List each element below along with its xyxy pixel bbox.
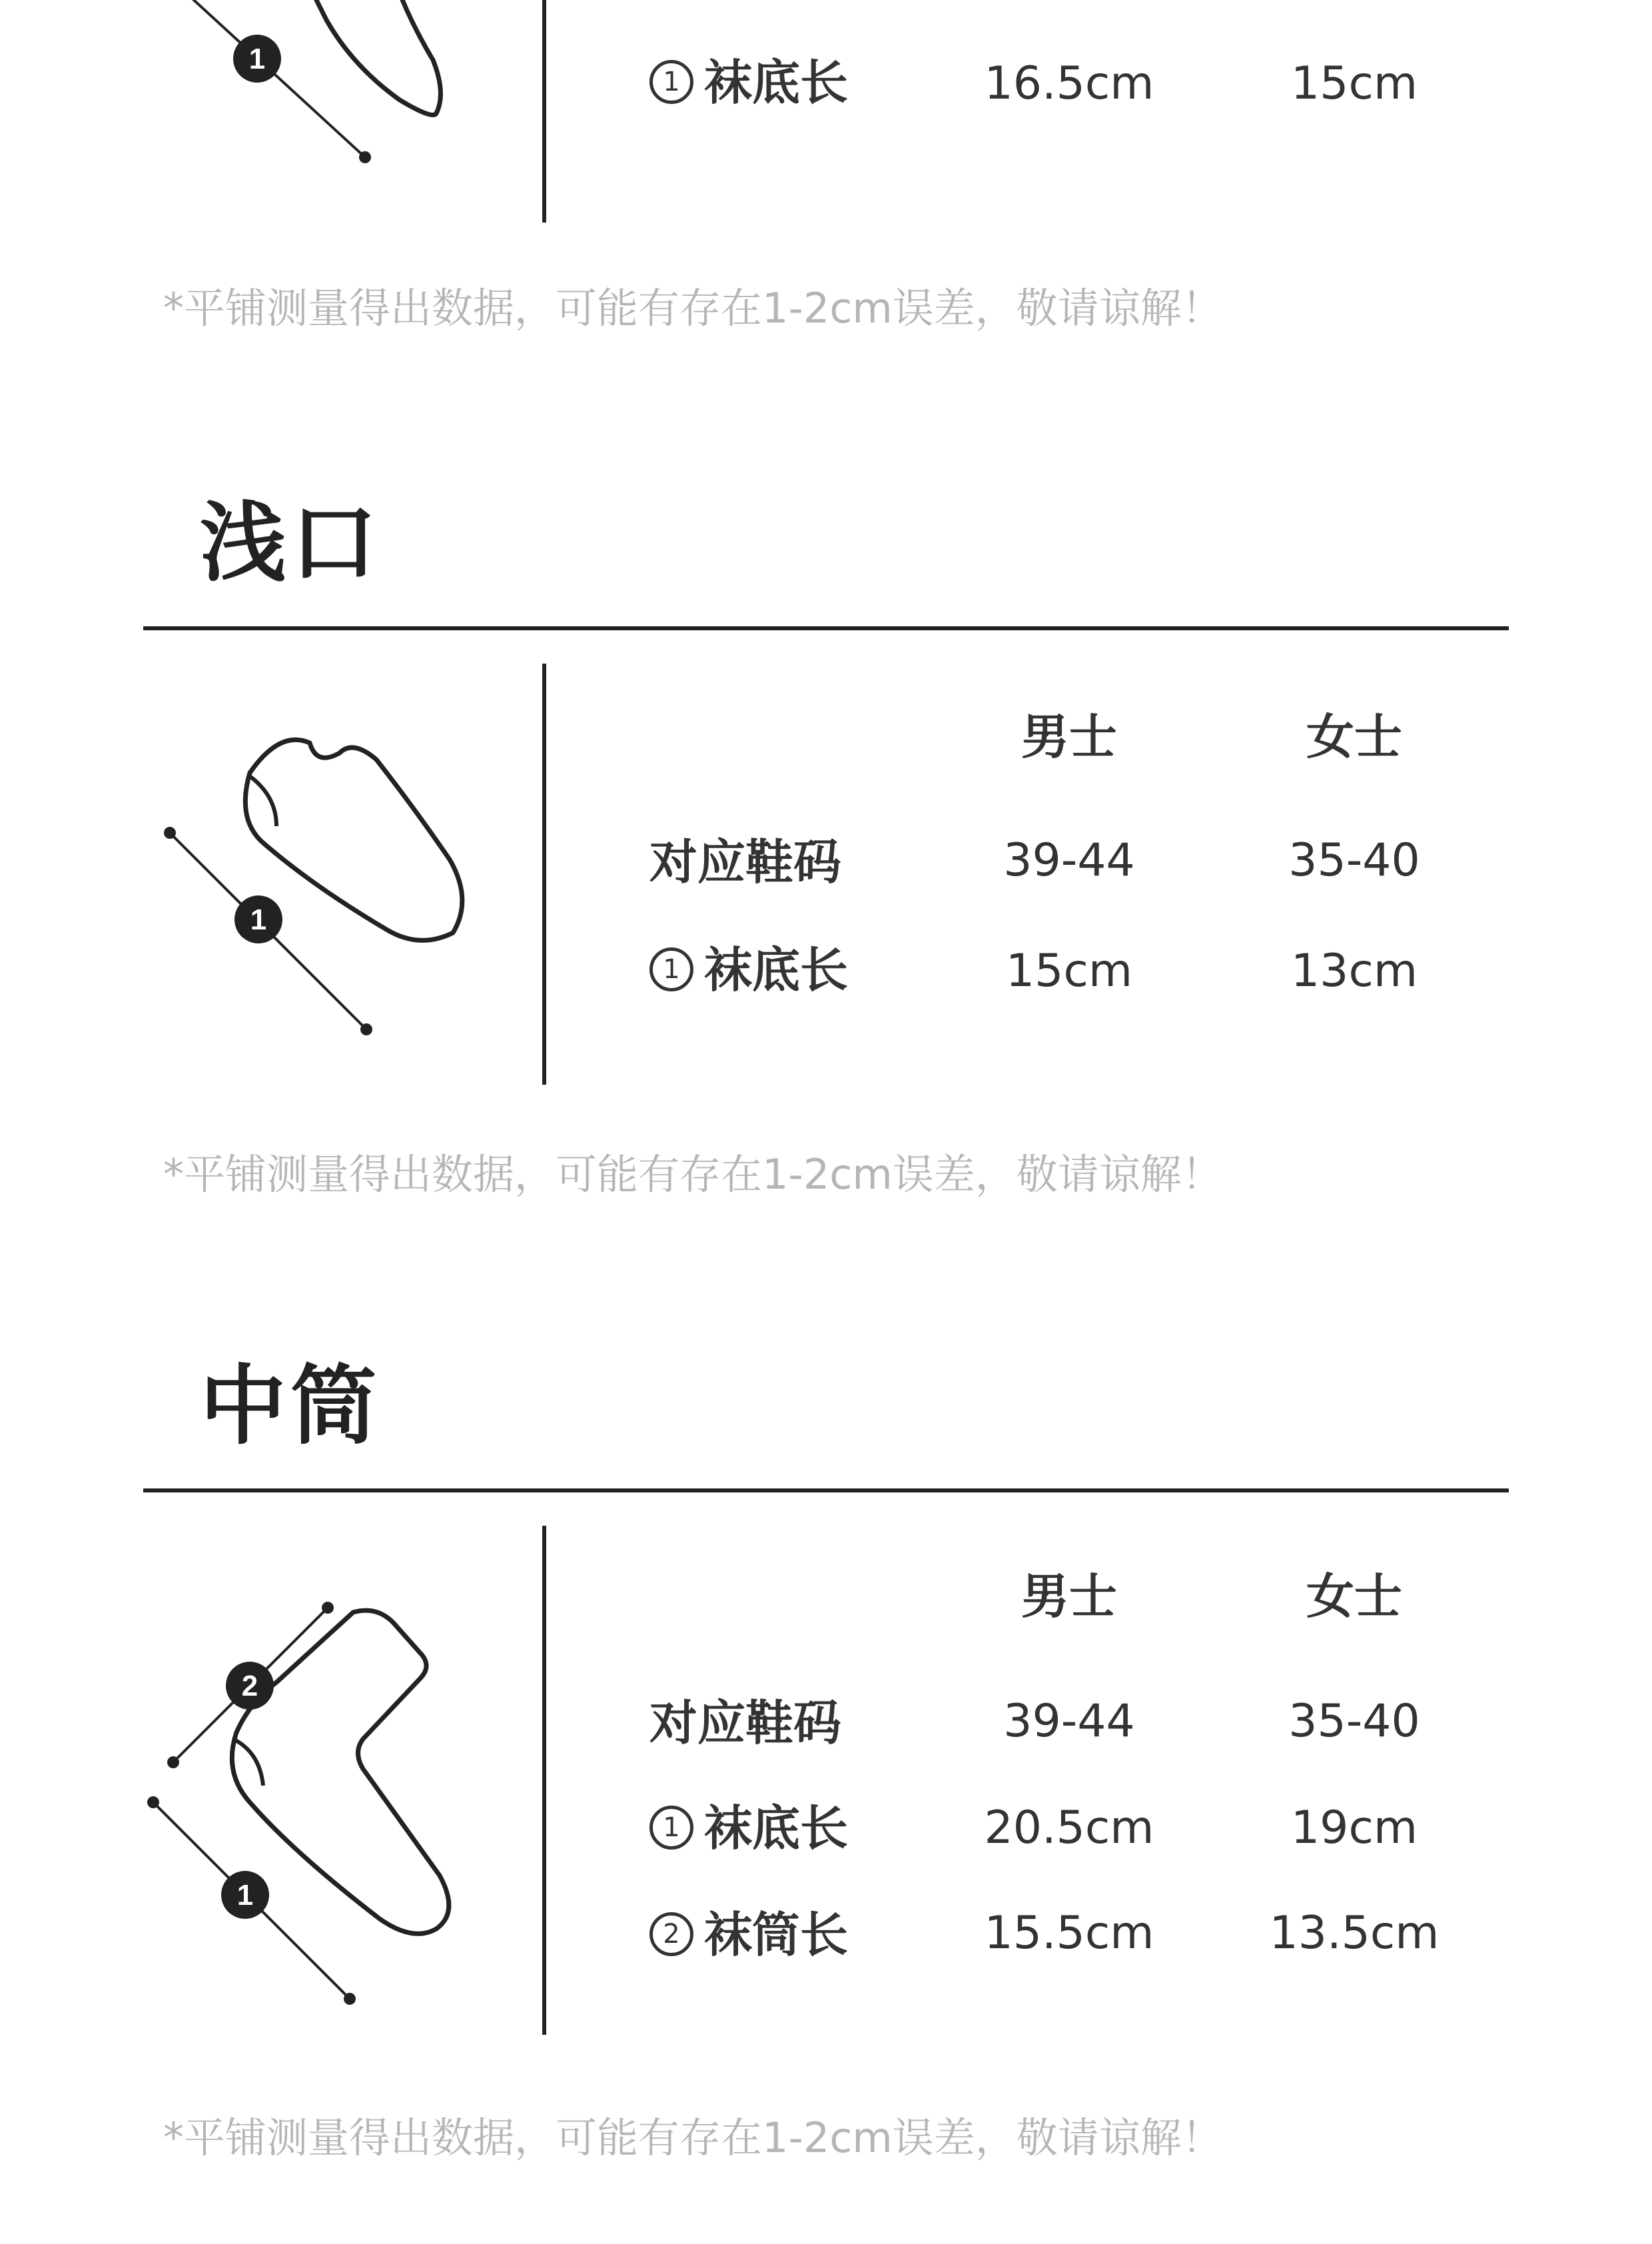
col-header-women: 女士 <box>1306 1568 1402 1624</box>
row-label-sole-length: 1 袜底长 <box>649 946 848 995</box>
marker-1: 1 <box>250 903 267 936</box>
vertical-divider <box>542 664 546 1085</box>
cell-women: 35-40 <box>1288 834 1420 887</box>
size-section-top <box>0 0 1652 373</box>
sock-illustration-mid-calf <box>133 1572 533 2025</box>
cell-men: 39-44 <box>1003 834 1135 887</box>
vertical-divider <box>542 1526 546 2035</box>
col-header-men: 男士 <box>1021 1568 1117 1624</box>
section-rule <box>143 1488 1509 1492</box>
circled-number: 2 <box>649 1912 693 1956</box>
marker-2: 2 <box>241 1670 258 1702</box>
col-header-men: 男士 <box>1021 709 1117 765</box>
cell-women: 15cm <box>1290 57 1418 110</box>
circled-number: 1 <box>649 60 693 104</box>
cell-men: 39-44 <box>1003 1695 1135 1748</box>
circled-number: 1 <box>649 947 693 991</box>
marker-1: 1 <box>236 1879 254 1912</box>
cell-men: 20.5cm <box>984 1802 1154 1854</box>
cell-women: 35-40 <box>1288 1695 1420 1748</box>
cell-men: 16.5cm <box>984 57 1154 110</box>
row-label-shoe-size: 对应鞋码 <box>649 834 842 890</box>
cell-women: 13cm <box>1290 945 1418 997</box>
vertical-divider <box>542 0 546 223</box>
row-label-sole-length: 1 袜底长 <box>649 59 848 108</box>
circled-number: 1 <box>649 1806 693 1850</box>
sock-illustration-low-cut <box>147 726 520 1073</box>
disclaimer-note: *平铺测量得出数据，可能有存在1-2cm误差，敬请谅解！ <box>163 2113 1223 2162</box>
cell-women: 13.5cm <box>1269 1907 1440 1960</box>
section-title: 中筒 <box>200 1355 382 1456</box>
size-section-mid-calf <box>0 1326 1652 2219</box>
col-header-women: 女士 <box>1306 709 1402 765</box>
disclaimer-note: *平铺测量得出数据，可能有存在1-2cm误差，敬请谅解！ <box>163 284 1223 332</box>
cell-men: 15.5cm <box>984 1907 1154 1960</box>
size-section-shallow <box>0 466 1652 1213</box>
section-title: 浅口 <box>200 492 382 594</box>
sock-illustration-top <box>133 0 506 187</box>
marker-1: 1 <box>248 43 266 75</box>
cell-men: 15cm <box>1005 945 1133 997</box>
row-label-shoe-size: 对应鞋码 <box>649 1695 842 1751</box>
section-rule <box>143 626 1509 630</box>
row-label-sole-length: 1 袜底长 <box>649 1804 848 1854</box>
row-label-leg-length: 2 袜筒长 <box>649 1911 848 1960</box>
disclaimer-note: *平铺测量得出数据，可能有存在1-2cm误差，敬请谅解！ <box>163 1150 1223 1199</box>
cell-women: 19cm <box>1290 1802 1418 1854</box>
